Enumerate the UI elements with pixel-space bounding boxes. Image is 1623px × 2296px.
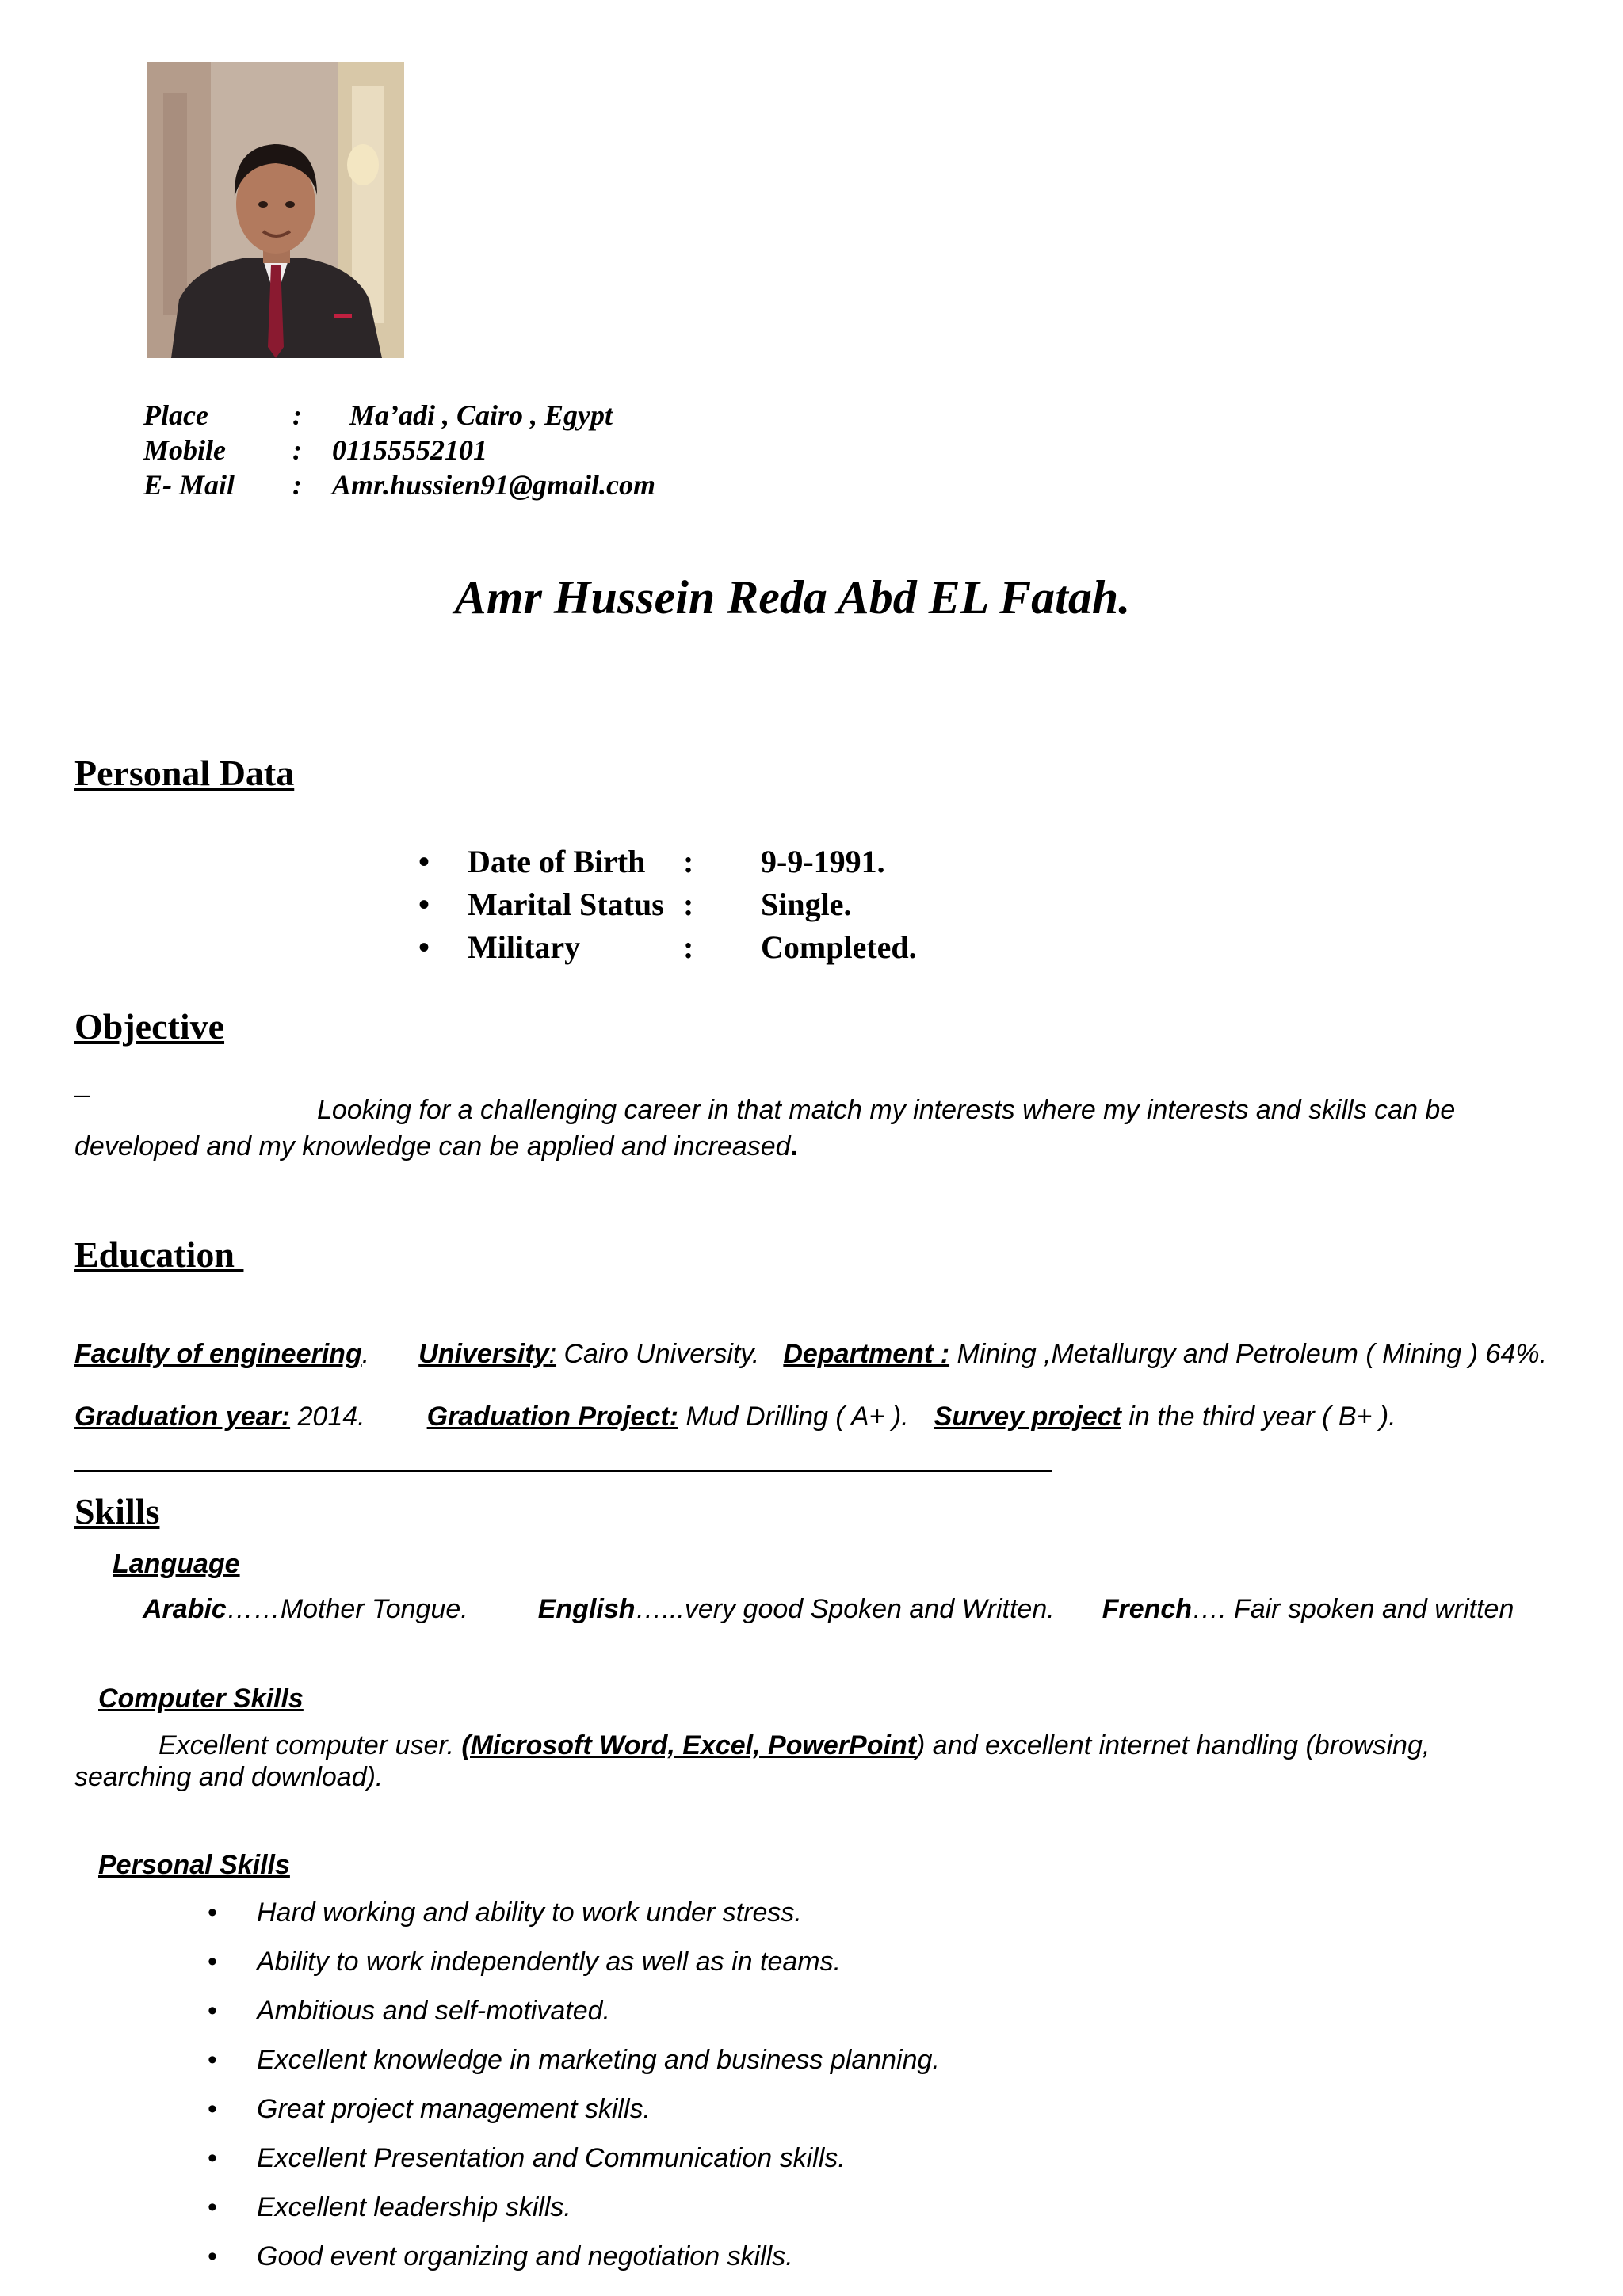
email-separator: : [292,469,302,501]
mobile-value: 01155552101 [332,434,488,466]
graduation-year-value: 2014. [290,1402,365,1432]
candidate-name: Amr Hussein Reda Abd EL Fatah. [454,571,1131,624]
place-separator: : [292,399,302,431]
email-label: E- Mail [143,469,235,501]
bullet: • [208,2045,217,2075]
objective-text-line-2 [74,1128,798,1165]
portrait-image [147,62,404,358]
objective-text-line-1: Looking for a challenging career in that match my interests where my interests and skills can be [317,1095,1456,1125]
objective-heading: Objective [74,1006,225,1047]
graduation-project-value: Mud Drilling ( A+ ). [678,1402,909,1432]
language-heading: Language [113,1549,240,1579]
personal-data-value: Single. [761,887,852,922]
personal-data-value: 9-9-1991. [761,844,885,879]
bullet: • [208,2143,217,2173]
personal-data-separator: : [683,844,694,879]
objective-period: . [790,1131,798,1161]
personal-data-separator: : [683,887,694,922]
graduation-year-label: Graduation year: [74,1402,291,1432]
profile-photo [147,62,404,358]
faculty-period: . [361,1339,370,1369]
arabic-label: Arabic [143,1594,227,1624]
university-value: Cairo University. [556,1339,760,1369]
personal-skill-text: Great project management skills. [257,2094,651,2124]
bullet: • [418,844,430,879]
english-value: …...very good Spoken and Written. [635,1594,1055,1624]
computer-skills-text-continued: ) and excellent internet handling (browsing, [916,1730,1430,1760]
personal-skill-text: Excellent knowledge in marketing and business planning. [257,2045,940,2075]
education-line-1 [74,1336,1547,1372]
personal-data-label: Date of Birth [468,844,646,879]
bullet: • [418,929,430,965]
computer-skills-text: Excellent computer user. [158,1730,462,1760]
education-line-2 [74,1398,1396,1435]
personal-skill-text: Hard working and ability to work under stress. [257,1897,802,1928]
english-label: English [537,1594,636,1624]
computer-skills-heading: Computer Skills [98,1684,304,1714]
objective-dash: _ [74,1068,90,1098]
university-label: University [418,1339,549,1369]
bullet: • [208,1996,217,2026]
university-colon: : [548,1339,557,1369]
personal-skill-text: Excellent leadership skills. [257,2192,571,2222]
bullet: • [208,1897,217,1928]
french-label: French [1102,1594,1193,1624]
education-heading: Education [74,1234,244,1275]
language-line [143,1591,1514,1627]
bullet: • [418,887,430,922]
arabic-value: ……Mother Tongue. [226,1594,468,1624]
place-value: Ma’adi , Cairo , Egypt [349,399,613,431]
bullet: • [208,1947,217,1977]
survey-project-label: Survey project [934,1402,1121,1432]
personal-data-value: Completed. [761,929,917,965]
personal-data-heading: Personal Data [74,753,295,793]
place-label: Place [143,399,208,431]
office-apps-label: (Microsoft Word, Excel, PowerPoint [461,1730,917,1760]
personal-data-label: Marital Status [468,887,664,922]
personal-skill-text: Ability to work independently as well as in teams. [257,1947,842,1977]
email-value: Amr.hussien91@gmail.com [332,469,656,501]
personal-data-separator: : [683,929,694,965]
department-label: Department : [783,1339,950,1369]
personal-skill-text: Excellent Presentation and Communication skills. [257,2143,846,2173]
mobile-separator: : [292,434,302,466]
skills-heading: Skills [74,1491,160,1531]
objective-text: developed and my knowledge can be applied and increased [74,1131,791,1161]
bullet: • [208,2241,217,2271]
graduation-project-label: Graduation Project: [426,1402,678,1432]
bullet: • [208,2192,217,2222]
mobile-label: Mobile [143,434,226,466]
personal-data-label: Military [468,929,581,965]
personal-skill-text: Ambitious and self-motivated. [257,1996,610,2026]
personal-skills-heading: Personal Skills [98,1850,290,1880]
survey-project-value: in the third year ( B+ ). [1121,1402,1396,1432]
computer-skills-line-2: searching and download). [74,1762,384,1792]
department-value: Mining ,Metallurgy and Petroleum ( Mining ) 64%. [949,1339,1548,1369]
faculty-label: Faculty of engineering [74,1339,362,1369]
personal-skill-text: Good event organizing and negotiation skills. [257,2241,793,2271]
french-value: …. Fair spoken and written [1192,1594,1514,1624]
bullet: • [208,2094,217,2124]
section-divider [74,1470,1052,1472]
